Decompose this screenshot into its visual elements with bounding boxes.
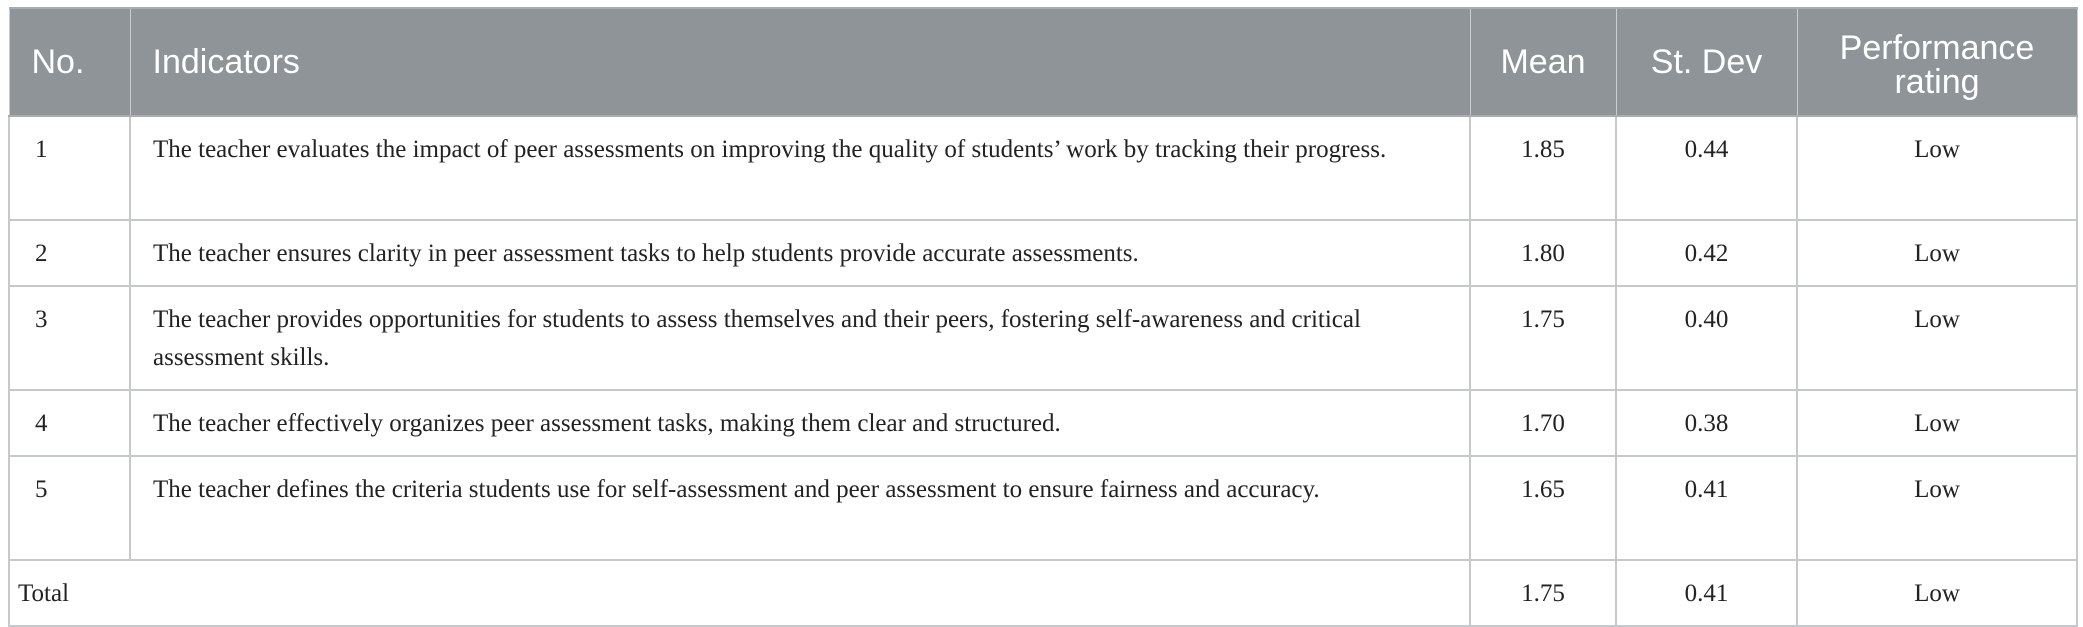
cell-mean: 1.85: [1470, 116, 1616, 220]
cell-rating: Low: [1797, 116, 2077, 220]
cell-no: 3: [9, 286, 130, 390]
total-st-dev: 0.41: [1616, 560, 1797, 626]
indicators-table: [8, 7, 2078, 627]
cell-mean: 1.80: [1470, 220, 1616, 286]
cell-rating: Low: [1797, 390, 2077, 456]
cell-no: 4: [9, 390, 130, 456]
cell-mean: 1.75: [1470, 286, 1616, 390]
cell-rating: Low: [1797, 286, 2077, 390]
cell-st-dev: 0.38: [1616, 390, 1797, 456]
total-row: [9, 560, 2077, 626]
table-row: [9, 286, 2077, 390]
cell-no: 5: [9, 456, 130, 560]
total-rating: Low: [1797, 560, 2077, 626]
total-mean: 1.75: [1470, 560, 1616, 626]
cell-indicator: The teacher ensures clarity in peer assessment tasks to help students provide accurate assessments.: [130, 220, 1470, 286]
header-mean: Mean: [1470, 8, 1616, 116]
header-st-dev: St. Dev: [1616, 8, 1797, 116]
header-indicators: Indicators: [130, 8, 1470, 116]
cell-no: 2: [9, 220, 130, 286]
cell-st-dev: 0.41: [1616, 456, 1797, 560]
cell-rating: Low: [1797, 456, 2077, 560]
cell-indicator: The teacher provides opportunities for students to assess themselves and their peers, fostering self-awareness and critical assessment skills.: [130, 286, 1470, 390]
cell-indicator: The teacher defines the criteria students use for self-assessment and peer assessment to ensure fairness and accuracy.: [130, 456, 1470, 560]
cell-st-dev: 0.40: [1616, 286, 1797, 390]
header-row: [9, 8, 2077, 116]
cell-mean: 1.65: [1470, 456, 1616, 560]
table-row: [9, 116, 2077, 220]
table-row: [9, 390, 2077, 456]
header-no: No.: [9, 8, 130, 116]
cell-rating: Low: [1797, 220, 2077, 286]
cell-mean: 1.70: [1470, 390, 1616, 456]
cell-indicator: The teacher effectively organizes peer assessment tasks, making them clear and structured.: [130, 390, 1470, 456]
cell-indicator: The teacher evaluates the impact of peer assessments on improving the quality of students’ work by tracking their progress.: [130, 116, 1470, 220]
table-header: [9, 8, 2077, 116]
header-performance-rating: Performance rating: [1797, 8, 2077, 116]
table-row: [9, 456, 2077, 560]
total-label: Total: [9, 560, 1470, 626]
table-row: [9, 220, 2077, 286]
cell-no: 1: [9, 116, 130, 220]
table-container: [8, 7, 2076, 627]
table-body: [9, 116, 2077, 626]
cell-st-dev: 0.42: [1616, 220, 1797, 286]
cell-st-dev: 0.44: [1616, 116, 1797, 220]
